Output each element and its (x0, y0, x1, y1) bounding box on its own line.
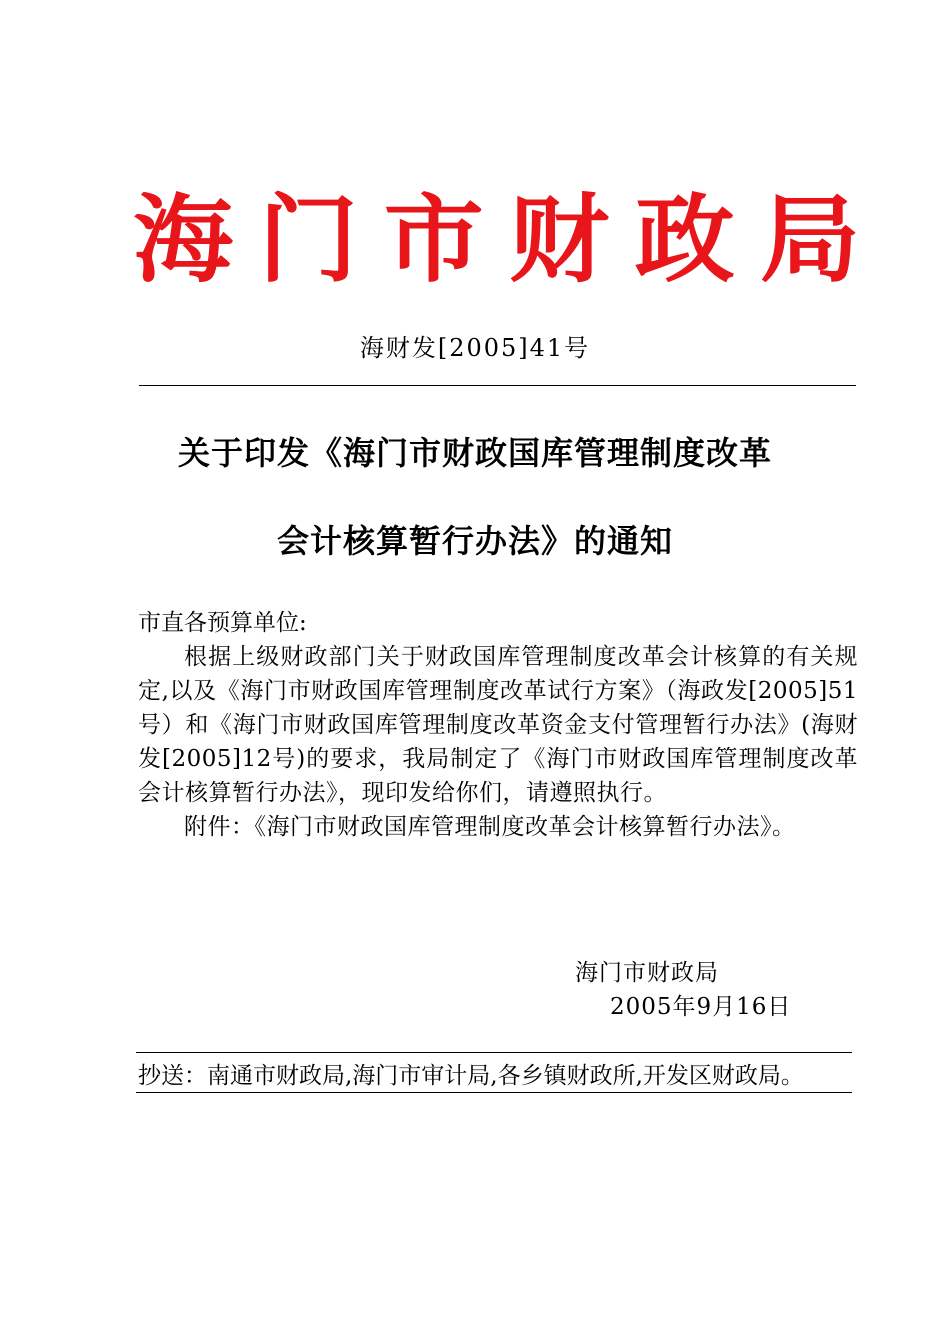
document-title-line-2: 会计核算暂行办法》的通知 (276, 522, 673, 560)
document-number: 海财发[2005]41号 (359, 334, 591, 362)
masthead-char: 海 (133, 183, 233, 296)
masthead-char: 局 (759, 183, 860, 296)
masthead-char: 财 (509, 183, 610, 296)
masthead-char: 政 (634, 183, 735, 296)
cc-divider-top (136, 1052, 852, 1053)
cc-divider-bottom (136, 1092, 852, 1093)
masthead-char: 市 (383, 183, 484, 296)
signature-issuer: 海门市财政局 (575, 960, 719, 986)
cc-line: 抄送：南通市财政局,海门市审计局,各乡镇财政所,开发区财政局。 (138, 1063, 804, 1089)
signature-date: 2005年9月16日 (610, 994, 792, 1020)
masthead (133, 185, 860, 295)
masthead-char: 门 (258, 183, 359, 296)
document-title-line-1: 关于印发《海门市财政国库管理制度改革 (177, 434, 772, 472)
salutation: 市直各预算单位: (138, 610, 307, 636)
body-paragraph: 根据上级财政部门关于财政国库管理制度改革会计核算的有关规定,以及《海门市财政国库管理制度改革试行方案》（海政发[2005]51号）和《海门市财政国库管理制度改革资金支付管理暂行办法》(海财发[2005]12号)的要求，我局制定了《海门市财政国库管理制度改革会计核算暂行办法》，现印发给你们，请遵照执行。 (138, 644, 858, 806)
header-divider (139, 385, 856, 386)
attachment-note: 附件：《海门市财政国库管理制度改革会计核算暂行办法》。 (184, 814, 796, 840)
